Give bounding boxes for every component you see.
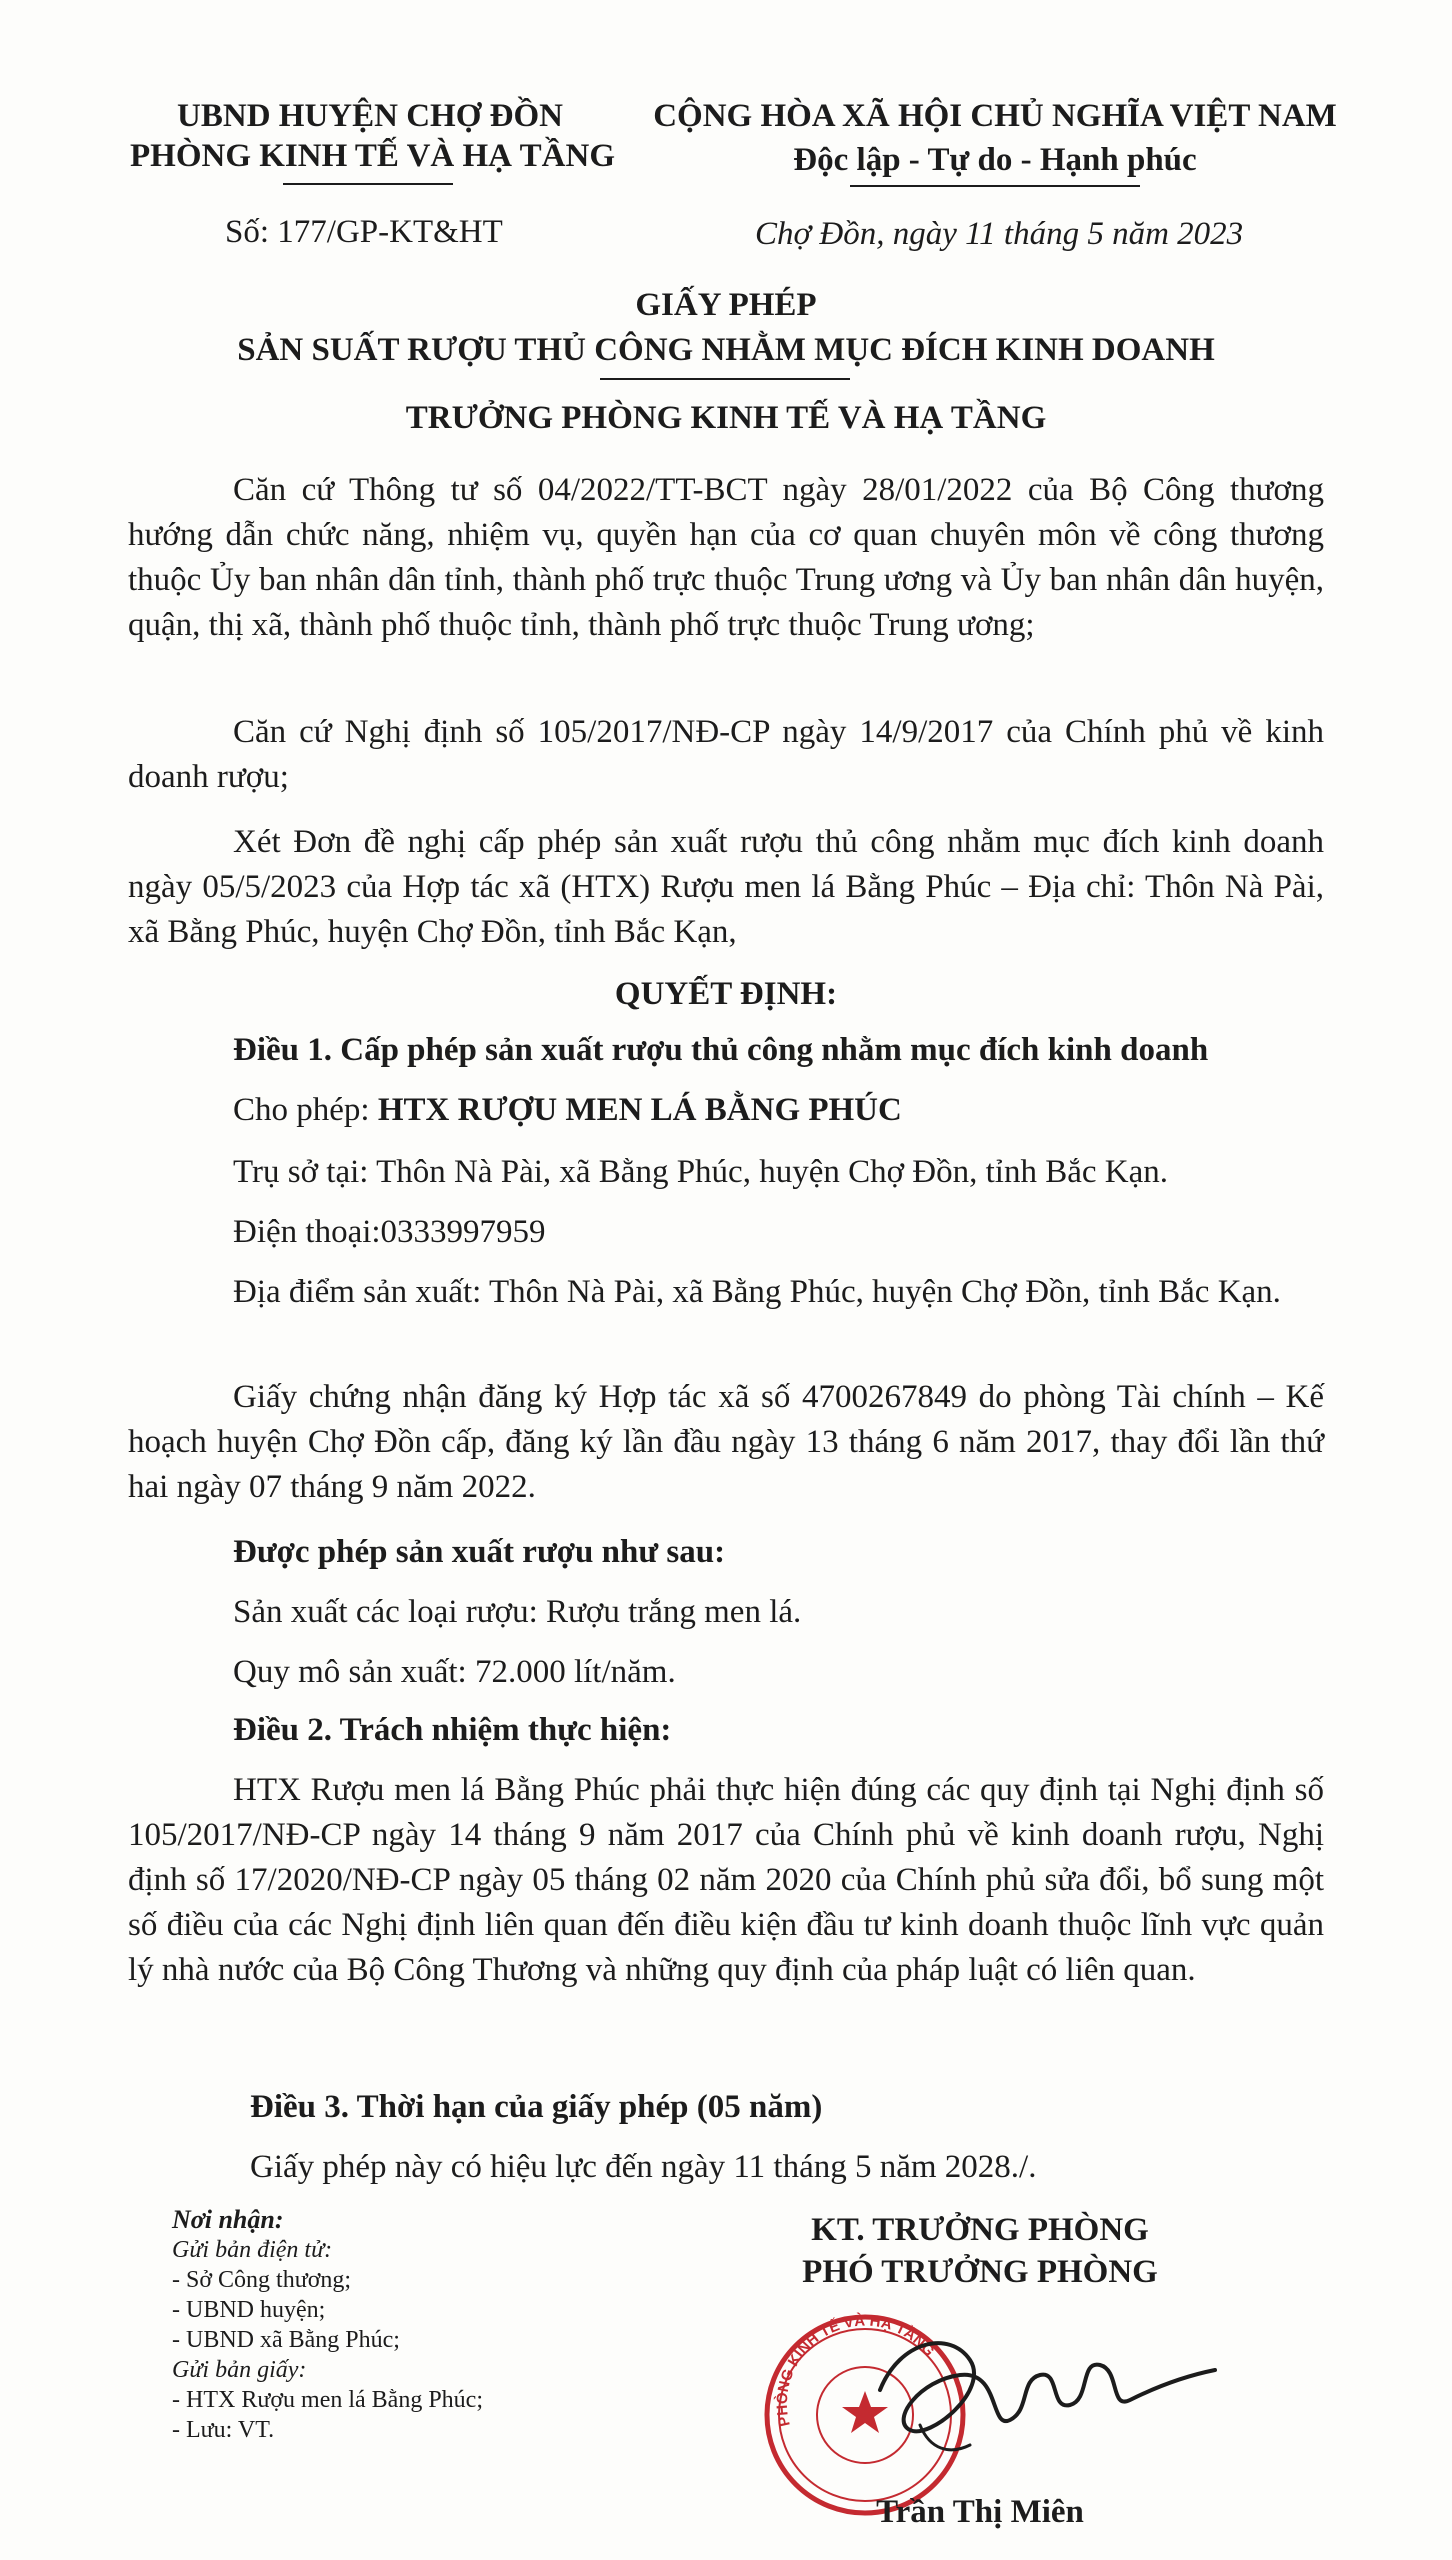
article-2-title: Điều 2. Trách nhiệm thực hiện:	[233, 1712, 672, 1748]
title-underline	[600, 378, 850, 380]
signer-name: Trần Thị Miên	[876, 2494, 1084, 2530]
issuing-officer-title: TRƯỞNG PHÒNG KINH TẾ VÀ HẠ TẦNG	[405, 400, 1047, 436]
phone-number: Điện thoại:0333997959	[233, 1214, 546, 1250]
registration-certificate: Giấy chứng nhận đăng ký Hợp tác xã số 4700267849 do phòng Tài chính – Kế hoạch huyện Chợ Đồn cấp, đăng ký lần đầu ngày 13 tháng 6 năm 2017, thay đổi lần thứ hai ngày 07 tháng 9 năm 2022.	[128, 1379, 1324, 1505]
motto-underline	[850, 185, 1140, 187]
recipients-paper: Gửi bản giấy:	[172, 2357, 307, 2383]
national-title: CỘNG HÒA XÃ HỘI CHỦ NGHĨA VIỆT NAM	[653, 98, 1337, 134]
recipients-heading: Nơi nhận:	[172, 2205, 284, 2234]
article-3-title: Điều 3. Thời hạn của giấy phép (05 năm)	[250, 2089, 823, 2125]
recipient-item: - UBND xã Bằng Phúc;	[172, 2327, 400, 2353]
permit-label: Cho phép:	[233, 1092, 370, 1128]
application-review: Xét Đơn đề nghị cấp phép sản xuất rượu thủ công nhằm mục đích kinh doanh ngày 05/5/2023 của Hợp tác xã (HTX) Rượu men lá Bằng Phúc – Địa chỉ: Thôn Nà Pài, xã Bằng Phúc, huyện Chợ Đồn, tỉnh Bắc Kạn,	[128, 824, 1324, 950]
recipients-electronic: Gửi bản điện tử:	[172, 2237, 333, 2263]
recipient-item: - HTX Rượu men lá Bằng Phúc;	[172, 2387, 483, 2413]
legal-basis-2: Căn cứ Nghị định số 105/2017/NĐ-CP ngày 14/9/2017 của Chính phủ về kinh doanh rượu;	[128, 714, 1324, 795]
place-date: Chợ Đồn, ngày 11 tháng 5 năm 2023	[755, 216, 1244, 252]
issuer-department: PHÒNG KINH TẾ VÀ HẠ TẦNG	[130, 138, 615, 174]
article-1-title: Điều 1. Cấp phép sản xuất rượu thủ công nhằm mục đích kinh doanh	[233, 1032, 1209, 1068]
document-number: Số: 177/GP-KT&HT	[225, 214, 503, 250]
recipient-item: - Lưu: VT.	[172, 2417, 275, 2443]
decision-heading: QUYẾT ĐỊNH:	[614, 976, 838, 1012]
permit-name: HTX RƯỢU MEN LÁ BẰNG PHÚC	[377, 1092, 902, 1128]
article-3-text: Giấy phép này có hiệu lực đến ngày 11 tháng 5 năm 2028./.	[250, 2149, 1037, 2185]
recipients-block	[172, 2205, 483, 2445]
permit-grantee	[233, 1088, 902, 1133]
issuer-authority: UBND HUYỆN CHỢ ĐỒN	[177, 98, 563, 134]
document-subtitle: SẢN SUẤT RƯỢU THỦ CÔNG NHẰM MỤC ĐÍCH KINH DOANH	[237, 332, 1215, 368]
production-scale: Quy mô sản xuất: 72.000 lít/năm.	[233, 1654, 676, 1690]
product-types: Sản xuất các loại rượu: Rượu trắng men lá.	[233, 1594, 802, 1630]
production-site: Địa điểm sản xuất: Thôn Nà Pài, xã Bằng Phúc, huyện Chợ Đồn, tỉnh Bắc Kạn.	[233, 1274, 1281, 1310]
signer-title-2: PHÓ TRƯỞNG PHÒNG	[802, 2254, 1158, 2290]
article-2-text: HTX Rượu men lá Bằng Phúc phải thực hiện đúng các quy định tại Nghị định số 105/2017/NĐ-CP ngày 14 tháng 9 năm 2017 của Chính phủ về kinh doanh rượu, Nghị định số 17/2020/NĐ-CP ngày 05 tháng 02 năm 2020 của Chính phủ sửa đổi, bổ sung một số điều của các Nghị định liên quan đến điều kiện đầu tư kinh doanh thuộc lĩnh vực quản lý nhà nước của Bộ Công Thương và những quy định của pháp luật có liên quan.	[128, 1772, 1324, 1988]
issuer-underline	[283, 183, 453, 185]
recipient-item: - UBND huyện;	[172, 2297, 326, 2323]
legal-basis-1: Căn cứ Thông tư số 04/2022/TT-BCT ngày 28/01/2022 của Bộ Công thương hướng dẫn chức năng, nhiệm vụ, quyền hạn của cơ quan chuyên môn về công thương thuộc Ủy ban nhân dân tỉnh, thành phố trực thuộc Trung ương và Ủy ban nhân dân huyện, quận, thị xã, thành phố thuộc tỉnh, thành phố trực thuộc Trung ương;	[128, 472, 1324, 643]
national-motto: Độc lập - Tự do - Hạnh phúc	[793, 142, 1197, 178]
signer-title-1: KT. TRƯỞNG PHÒNG	[811, 2212, 1149, 2248]
office-address: Trụ sở tại: Thôn Nà Pài, xã Bằng Phúc, huyện Chợ Đồn, tỉnh Bắc Kạn.	[233, 1154, 1169, 1190]
allowed-heading: Được phép sản xuất rượu như sau:	[233, 1534, 726, 1570]
document-title: GIẤY PHÉP	[635, 287, 817, 323]
seal-text: PHÒNG KINH TẾ VÀ HẠ TẦNG	[773, 2312, 938, 2428]
handwritten-signature	[860, 2320, 1220, 2470]
recipient-item: - Sở Công thương;	[172, 2267, 352, 2293]
